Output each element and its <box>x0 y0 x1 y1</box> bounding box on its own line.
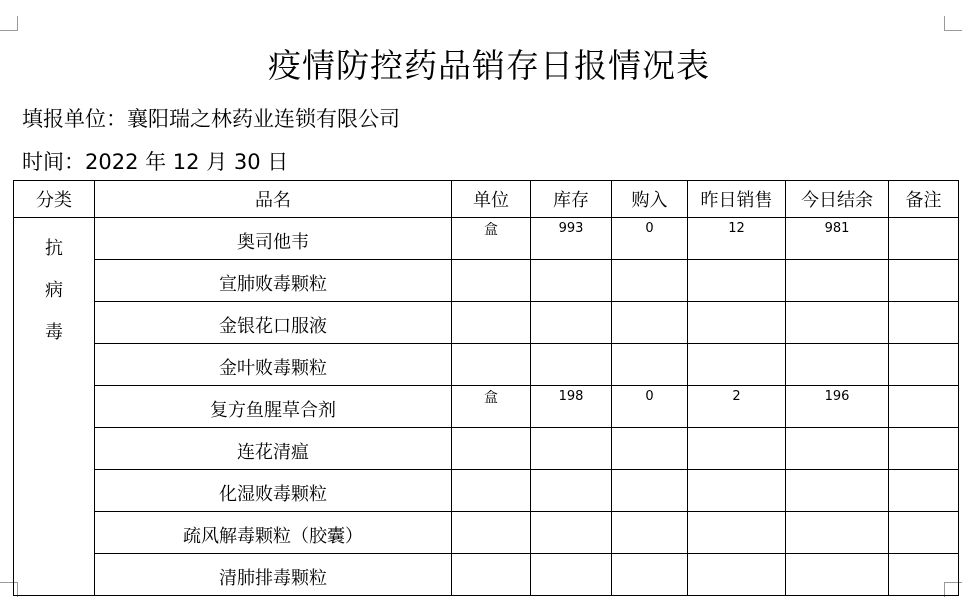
drug-name-cell: 金叶败毒颗粒 <box>95 344 452 386</box>
drug-name-cell: 复方鱼腥草合剂 <box>95 386 452 428</box>
today-balance-cell <box>786 260 889 302</box>
yesterday-sales-cell <box>688 260 786 302</box>
page-corner-mark-top-left <box>0 16 18 31</box>
header-stock: 库存 <box>531 181 612 218</box>
unit-cell <box>452 302 531 344</box>
table-header-row <box>14 181 959 218</box>
drug-name-cell: 疏风解毒颗粒（胶囊） <box>95 512 452 554</box>
purchase-cell <box>612 428 688 470</box>
drug-name-cell: 化湿败毒颗粒 <box>95 470 452 512</box>
today-balance-cell: 196 <box>786 386 889 428</box>
header-unit: 单位 <box>452 181 531 218</box>
unit-cell <box>452 344 531 386</box>
remarks-cell <box>889 554 959 596</box>
today-balance-cell <box>786 554 889 596</box>
stock-cell <box>531 512 612 554</box>
unit-cell <box>452 554 531 596</box>
table-row <box>14 302 959 344</box>
table-row <box>14 260 959 302</box>
header-today-balance: 今日结余 <box>786 181 889 218</box>
remarks-cell <box>889 302 959 344</box>
stock-cell <box>531 260 612 302</box>
stock-cell: 198 <box>531 386 612 428</box>
remarks-cell <box>889 344 959 386</box>
table-row <box>14 218 959 260</box>
purchase-cell <box>612 302 688 344</box>
unit-cell <box>452 428 531 470</box>
purchase-cell <box>612 512 688 554</box>
report-table <box>13 180 959 596</box>
unit-cell: 盒 <box>452 386 531 428</box>
today-balance-cell <box>786 428 889 470</box>
purchase-cell <box>612 470 688 512</box>
table-row <box>14 344 959 386</box>
purchase-cell: 0 <box>612 386 688 428</box>
yesterday-sales-cell <box>688 428 786 470</box>
header-name: 品名 <box>95 181 452 218</box>
stock-cell <box>531 554 612 596</box>
remarks-cell <box>889 218 959 260</box>
purchase-cell <box>612 260 688 302</box>
yesterday-sales-cell: 2 <box>688 386 786 428</box>
yesterday-sales-cell <box>688 512 786 554</box>
unit-cell <box>452 470 531 512</box>
drug-name-cell: 金银花口服液 <box>95 302 452 344</box>
yesterday-sales-cell <box>688 302 786 344</box>
stock-cell <box>531 428 612 470</box>
table-row <box>14 512 959 554</box>
header-yesterday-sales: 昨日销售 <box>688 181 786 218</box>
yesterday-sales-cell <box>688 344 786 386</box>
purchase-cell: 0 <box>612 218 688 260</box>
remarks-cell <box>889 260 959 302</box>
reporting-unit-line: 填报单位：襄阳瑞之林药业连锁有限公司 <box>22 107 400 131</box>
stock-cell <box>531 470 612 512</box>
today-balance-cell <box>786 512 889 554</box>
yesterday-sales-cell <box>688 554 786 596</box>
report-date-line: 时间：2022 年 12 月 30 日 <box>22 150 289 174</box>
remarks-cell <box>889 428 959 470</box>
purchase-cell <box>612 554 688 596</box>
remarks-cell <box>889 386 959 428</box>
drug-name-cell: 宣肺败毒颗粒 <box>95 260 452 302</box>
header-category: 分类 <box>14 181 95 218</box>
remarks-cell <box>889 512 959 554</box>
today-balance-cell <box>786 470 889 512</box>
category-char: 病 <box>45 280 63 301</box>
drug-name-cell: 清肺排毒颗粒 <box>95 554 452 596</box>
header-purchase: 购入 <box>612 181 688 218</box>
purchase-cell <box>612 344 688 386</box>
today-balance-cell <box>786 302 889 344</box>
header-remarks: 备注 <box>889 181 959 218</box>
today-balance-cell <box>786 344 889 386</box>
stock-cell: 993 <box>531 218 612 260</box>
unit-cell <box>452 260 531 302</box>
category-cell <box>14 218 95 596</box>
table-row <box>14 554 959 596</box>
table-row <box>14 428 959 470</box>
category-char: 抗 <box>45 238 63 259</box>
drug-name-cell: 连花清瘟 <box>95 428 452 470</box>
yesterday-sales-cell: 12 <box>688 218 786 260</box>
stock-cell <box>531 302 612 344</box>
unit-cell: 盒 <box>452 218 531 260</box>
drug-name-cell: 奥司他韦 <box>95 218 452 260</box>
page-corner-mark-top-right <box>944 16 962 31</box>
remarks-cell <box>889 470 959 512</box>
category-char: 毒 <box>45 322 63 343</box>
stock-cell <box>531 344 612 386</box>
table-row <box>14 386 959 428</box>
table-row <box>14 470 959 512</box>
yesterday-sales-cell <box>688 470 786 512</box>
today-balance-cell: 981 <box>786 218 889 260</box>
document-title: 疫情防控药品销存日报情况表 <box>268 46 710 85</box>
unit-cell <box>452 512 531 554</box>
